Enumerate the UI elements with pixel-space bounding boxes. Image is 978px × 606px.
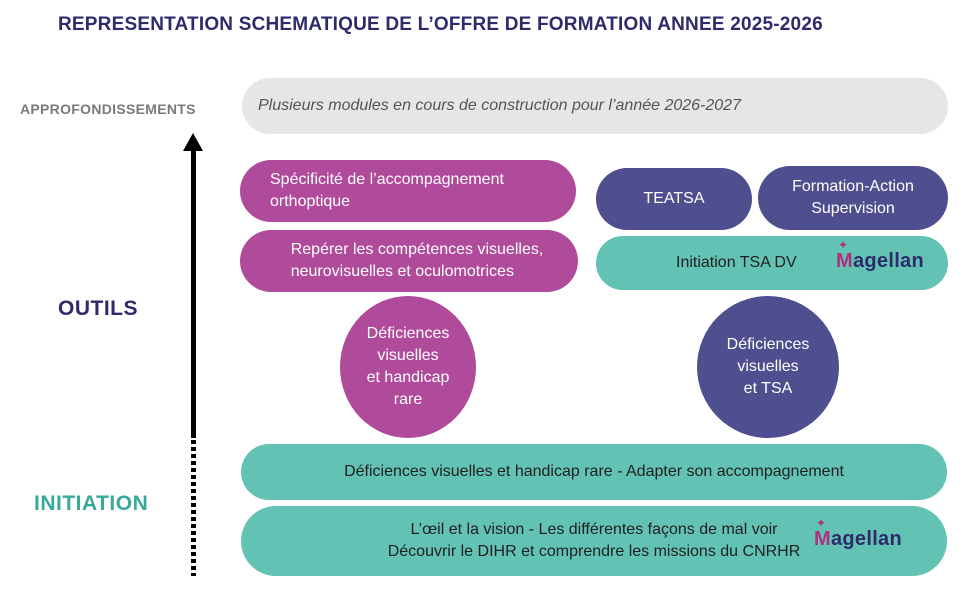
module-dv-adapter-accompagnement [241,444,947,500]
module-dv-handicap-rare-text: Déficiences visuelles et handicap rare [366,325,450,408]
progression-arrow-head [183,133,203,151]
module-reperer-competences [240,230,578,292]
magellan-logo-bottom: ✦ Magellan [814,516,902,550]
module-dv-tsa-circle [697,296,839,438]
magellan-logo-bottom-text: agellan [830,528,902,550]
magellan-logo: ✦ Magellan [836,238,924,272]
module-formation-action [758,166,948,230]
module-initiation-tsa-dv-text: Initiation TSA DV [676,254,797,271]
sparkle-icon-bottom: ✦ [816,516,827,530]
magellan-logo-text: agellan [852,250,924,272]
module-specificite-orthoptique [240,160,576,222]
sparkle-icon: ✦ [838,238,849,252]
module-teatsa [596,168,752,230]
progression-arrow-dotted [191,440,196,576]
module-specificite-text: Spécificité de l’accompagnement orthoptique [270,171,504,210]
module-dv-adapter-text: Déficiences visuelles et handicap rare - Adapter son accompagnement [344,463,844,480]
level-label-outils: OUTILS [58,297,138,320]
level-label-initiation: INITIATION [34,492,149,515]
module-approfondissements-text: Plusieurs modules en cours de construction pour l’année 2026-2027 [258,97,741,114]
progression-arrow-solid [191,150,196,438]
page-title: REPRESENTATION SCHEMATIQUE DE L’OFFRE DE FORMATION ANNEE 2025-2026 [58,14,823,35]
module-oeil-vision-text: L’œil et la vision - Les différentes façons de mal voir Découvrir le DIHR et comprendre les missions du CNRHR [387,521,801,560]
module-dv-handicap-rare-circle [340,296,476,438]
module-teatsa-text: TEATSA [643,190,705,207]
level-label-approfondissements: APPROFONDISSEMENTS [20,101,196,117]
module-formation-action-text: Formation-Action Supervision [792,178,914,217]
module-approfondissements [242,78,948,134]
module-dv-tsa-text: Déficiences visuelles et TSA [726,336,810,397]
module-reperer-text: Repérer les compétences visuelles, neurovisuelles et oculomotrices [290,241,544,280]
